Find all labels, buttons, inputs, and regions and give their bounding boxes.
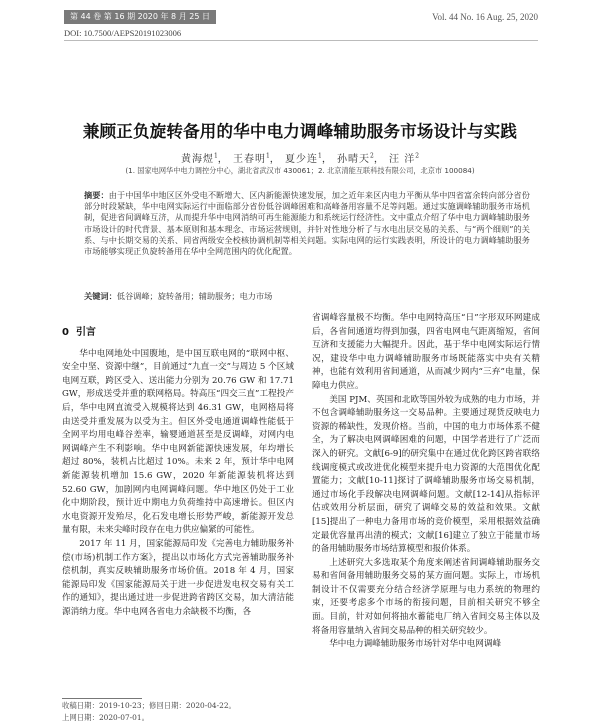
author-list: 黄海煜$^1$， 王春明$^1$， 夏少连$^1$， 孙晴天$^2$， 汪 洋$^2$ — [180, 152, 420, 165]
author-sup: 2 — [370, 152, 374, 160]
online-date: 上网日期：2020-07-01。 — [62, 713, 149, 722]
affiliation: (1. 国家电网华中电力调控分中心，湖北省武汉市 430061；2. 北京清能互联科技有限公司，北京市 100084) — [125, 166, 475, 175]
paragraph: 上述研究大多选取某个角度来阐述省间调峰辅助服务交易和省间备用辅助服务交易的某方面问题。实际上，市场机制设计不仅需要充分结合经济学原理与电力系统的物理约束，还要考虑多个市场的衔接问题，目前相关研究不够全面。目前，针对如何将抽水蓄能电厂纳入省间交易主体以及将备用容量纳入省间交易品种的相关研究较少。 — [312, 557, 540, 636]
paragraph: 华中电网地处中国腹地，是中国互联电网的“联网中枢、安全中坚、资源中继”，目前通过“九直一交”与周边 5 个区域电网互联，跨区受入、送出能力分别为 20.76 GW 和 17.71 GW，形成送受并重的联网格局。特高压“四交三直”工程投产后，华中电网直流受入规模将达到 46.31 GW，电网格局将由送受并重发展为以受为主。但区外受电通道调峰性能低于全网平均用电峰谷差率，输婴通道甚至是反调峰，对网内电网调峰产生不利影响。华中电网新能源快速发展，年均增长超过 80%，装机占比超过 10%。未来 2 年，预计华中电网新能源装机增加 15.6 GW，2020 年新能源装机将达到 52.60 GW，加剧网内电网调峰问题。华中地区仍处于工业化中期阶段，预计近中期电力负荷维持中高速增长。但区内水电资源开发殆尽，化石发电增长形势严峻，新能源开发总量有限，未来尖峰时段存在电力供应偏紧的可能性。 — [62, 348, 294, 536]
abstract — [84, 190, 530, 257]
author: 黄海煜 — [180, 154, 214, 165]
received-date: 收稿日期：2019-10-23；修回日期：2020-04-22。 — [62, 701, 236, 710]
volume-right: Vol. 44 No. 16 Aug. 25, 2020 — [432, 12, 538, 22]
right-column — [312, 312, 540, 652]
volume-badge: 第 44 卷 第 16 期 2020 年 8 月 25 日 — [64, 10, 216, 24]
keywords — [84, 291, 530, 302]
paragraph: 华中电力调峰辅助服务市场针对华中电网调峰 — [329, 639, 502, 650]
left-column — [62, 326, 294, 619]
paragraph: 美国 PJM、英国和北欧等国外较为成熟的电力市场，并不包含调峰辅助服务这一交易品种。主要通过现货反映电力资源的稀缺性，发现价格。当前，中国的电力市场体系不健全，为了解决电网调峰困难的问题，中国学者进行了广泛而深入的研究。文献[6-9]的研究集中在通过优化跨区跨省联络线调度模式或改进优化模型来提升电力资源的大范围优化配置能力；文献[10-11]探讨了调峰辅助服务市场交易机制，通过市场化手段解决电网调峰问题。文献[12-14]从指标评估或效用分析层面，研究了调峰交易的效益和效果。文献[15]提出了一种电力备用市场的竞价模型，采用根据效益确定最优容量再出清的模式；文献[16]建立了独立于能量市场的备用辅助服务市场结算模型和报价体系。 — [312, 394, 540, 555]
footnote — [62, 700, 236, 724]
abstract-label: 摘要： — [84, 190, 109, 200]
footnote-divider — [62, 698, 142, 699]
paper-title: 兼顾正负旋转备用的华中电力调峰辅助服务市场设计与实践 — [82, 122, 518, 141]
author-sup: 2 — [415, 152, 420, 160]
paragraph: 2017 年 11 月，国家能源局印发《完善电力辅助服务补偿(市场)机制工作方案》，提出以市场化方式完善辅助服务补偿机制，真实反映辅助服务市场价值。2018 年 4 月，国家能源局印发《国家能源局关于进一步促进发电权交易有关工作的通知》，提出通过进一步促进跨省跨区交易，加大清洁能源消纳力度。华中电网各省电力余缺极不均衡，各 — [62, 538, 294, 617]
author: 夏少连 — [284, 154, 318, 165]
section-heading — [62, 326, 294, 340]
abstract-text: 由于中国华中地区区外受电不断增大、区内新能源快速发展，加之近年来区内电力平衡从华中四省富余转向部分省份部分时段紧缺，华中电网实际运行中面临部分省份低谷调峰困难和高峰备用容量不足等问题。通过实施调峰辅助服务市场机制，促进省间调峰互济，从而提升华中电网消纳可再生能源能力和系统运行经济性。文中重点介绍了华中电力调峰辅助服务市场设计的时代背景、基本原则和基本理念、市场运营规则，并针对性地分析了与水电出层交易的关系、与“两个细则”的关系、与中长期交易的关系、同省两级安全校核协调机制等相关问题。实际电网的运行实践表明，所设计的电力调峰辅助服务市场能够实现正负旋转备用在华中全网范围内的优化配置。 — [84, 190, 530, 257]
author-sup: 1 — [213, 152, 218, 160]
keywords-text: 低谷调峰；旋转备用；辅助服务；电力市场 — [116, 291, 273, 301]
author: 汪 洋 — [389, 154, 416, 165]
author-sup: 1 — [317, 152, 322, 160]
paragraph: 省调峰容量极不均衡。华中电网特高压“日”字形双环网建成后，各省间通道均得到加强，四省电网电气距离缩短，省间互济和支援能力大幅提升。因此，基于华中电网实际运行情况，建设华中电力调峰辅助服务市场既能落实中央有关精神，也能有效利用省间通道，从而减少网内“三弃”电量，保障电力供应。 — [312, 313, 540, 391]
section-number: 0 — [62, 327, 69, 338]
doi: DOI: 10.7500/AEPS20191023006 — [64, 28, 182, 38]
section-title: 引言 — [75, 327, 96, 338]
author-sup: 1 — [265, 152, 270, 160]
author: 孙晴天 — [337, 154, 370, 165]
header-divider — [64, 40, 538, 41]
keywords-label: 关键词： — [84, 291, 117, 301]
author: 王春明 — [232, 154, 266, 165]
